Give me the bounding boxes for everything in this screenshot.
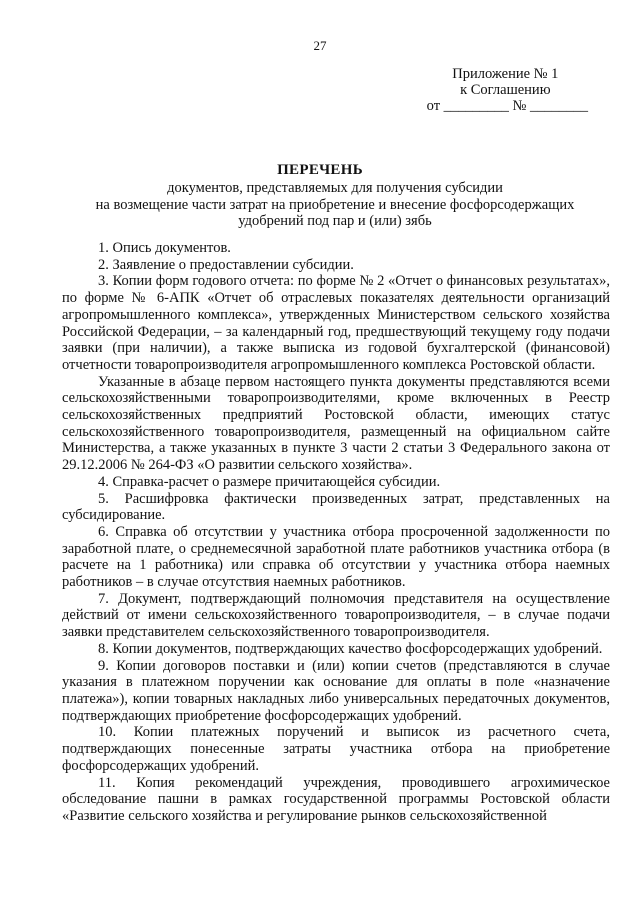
page-number: 27 [313,38,327,53]
appendix-number: Приложение № 1 [452,66,559,82]
list-item-11: 11. Копия рекомендаций учреждения, проводившего агрохимическое обследование пашни в рамках государственной программы Ростовской области «Развитие сельского хозяйства и регулирование рынков сельскохозяйственной [62,774,610,824]
list-item-8: 8. Копии документов, подтверждающих качество фосфорсодержащих удобрений. [98,640,603,657]
document-title: ПЕРЕЧЕНЬ [277,162,363,178]
list-item-2: 2. Заявление о предоставлении субсидии. [98,256,354,273]
list-item-5: 5. Расшифровка фактически произведенных затрат, представленных на субсидирование. [62,490,610,524]
appendix-date-line: от _________ № ________ [426,98,588,114]
subtitle-line: документов, представляемых для получения субсидии [167,180,503,196]
list-item-9: 9. Копии договоров поставки и (или) копии счетов (представляются в случае указания в платежном поручении как основание для оплаты в поле «назначение платежа»), копии товарных накладных либо универсальных передаточных документов, подтверждающих приобретение фосфорсодержащих удобрений. [62,657,610,724]
list-item-4: 4. Справка-расчет о размере причитающейся субсидии. [98,473,441,490]
list-item-7: 7. Документ, подтверждающий полномочия представителя на осуществление действий от имени сельскохозяйственного товаропроизводителя, – в случае подачи заявки представителем сельскохозяйственного товаропроизводителя. [62,590,610,641]
subtitle-line: на возмещение части затрат на приобретение и внесение фосфорсодержащих [95,196,575,213]
list-item-1: 1. Опись документов. [98,240,231,256]
document-list [62,240,610,825]
document-subtitle [70,180,600,230]
list-item-3-note: Указанные в абзаце первом настоящего пункта документы представляются всеми сельскохозяйственными товаропроизводителями, кроме включенных в Реестр сельскохозяйственных предприятий Ростовской области, имеющих статус сельскохозяйственного товаропроизводителя, размещенный на официальном сайте Министерства, а также указанных в пункте 3 части 2 статьи 3 Федерального закона от 29.12.2006 № 264-ФЗ «О развитии сельского хозяйства». [62,373,610,474]
list-item-3: 3. Копии форм годового отчета: по форме № 2 «Отчет о финансовых результатах», по форме № 6-АПК «Отчет об отраслевых показателях деятельности организаций агропромышленного комплекса», утвержденных Министерством сельского хозяйства Российской Федерации, – за календарный год, предшествующий текущему году подачи заявки (при наличии), а также выписка из годовой бухгалтерской (финансовой) отчетности товаропроизводителя агропромышленного комплекса Ростовской области. [62,273,610,373]
appendix-header [426,66,588,114]
subtitle-line: удобрений под пар и (или) зябь [238,213,432,229]
list-item-10: 10. Копии платежных поручений и выписок из расчетного счета, подтверждающих понесенные затраты участника отбора на приобретение фосфорсодержащих удобрений. [62,724,610,774]
appendix-agreement: к Соглашению [460,82,551,98]
list-item-6: 6. Справка об отсутствии у участника отбора просроченной задолженности по заработной плате, о среднемесячной заработной плате работников участника отбора (в расчете на 1 работника) или справка об отсутствии у участника отбора наемных работников – в случае отсутствия наемных работников. [62,523,610,591]
